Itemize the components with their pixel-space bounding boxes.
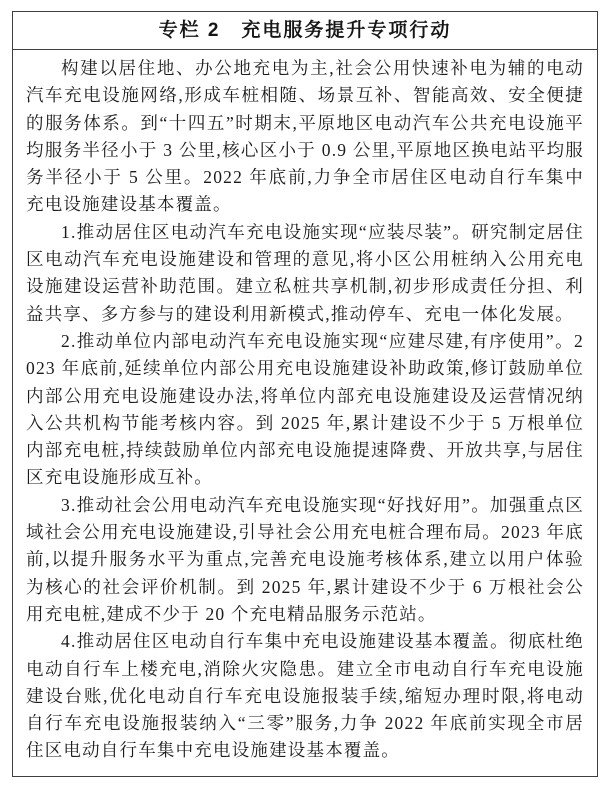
paragraph-item-4: 4.推动居住区电动自行车集中充电设施建设基本覆盖。彻底杜绝电动自行车上楼充电,消除火灾隐患。建立全市电动自行车充电设施建设台账,优化电动自行车充电设施报装手续,缩短办理时限,将电动自行车充电设施报装纳入“三零”服务,力争 2022 年底前实现全市居住区电动自行车集中充电设施建设基本覆盖。 (26, 631, 584, 761)
paragraph-item-3: 3.推动社会公用电动汽车充电设施实现“好找好用”。加强重点区域社会公用充电设施建设,引导社会公用充电桩合理布局。2023 年底前,以提升服务水平为重点,完善充电设施考核体系,建立以用户体验为核心的社会评价机制。到 2025 年,累计建设不少于 6 万根社会公用充电桩,建成不少于 20 个充电精品服务示范站。 (26, 494, 584, 624)
paragraph-overview: 构建以居住地、办公地充电为主,社会公用快速补电为辅的电动汽车充电设施网络,形成车桩相随、场景互补、智能高效、安全便捷的服务体系。到“十四五”时期末,平原地区电动汽车公共充电设施平均服务半径小于 3 公里,核心区小于 0.9 公里,平原地区换电站平均服务半径小于 5 公里。2022 年底前,力争全市居住区电动自行车集中充电设施建设基本覆盖。 (26, 58, 584, 215)
paragraph-item-2: 2.推动单位内部电动汽车充电设施实现“应建尽建,有序使用”。2023 年底前,延续单位内部公用充电设施建设补助政策,修订鼓励单位内部公用充电设施建设办法,将单位内部充电设施建设及运营情况纳入公共机构节能考核内容。到 2025 年,累计建设不少于 5 万根单位内部充电桩,持续鼓励单位内部充电设施提速降费、开放共享,与居住区充电设施形成互补。 (26, 330, 584, 488)
paragraph-item-1: 1.推动居住区电动汽车充电设施实现“应装尽装”。研究制定居住区电动汽车充电设施建设和管理的意见,将小区公用桩纳入公用充电设施建设运营补助范围。建立私桩共享机制,初步形成责任分担、利益共享、多方参与的建设利用新模式,推动停车、充电一体化发展。 (26, 221, 584, 324)
box-title: 专栏 2 充电服务提升专项行动 (158, 20, 452, 41)
column-box (12, 11, 598, 777)
box-body (13, 50, 597, 776)
